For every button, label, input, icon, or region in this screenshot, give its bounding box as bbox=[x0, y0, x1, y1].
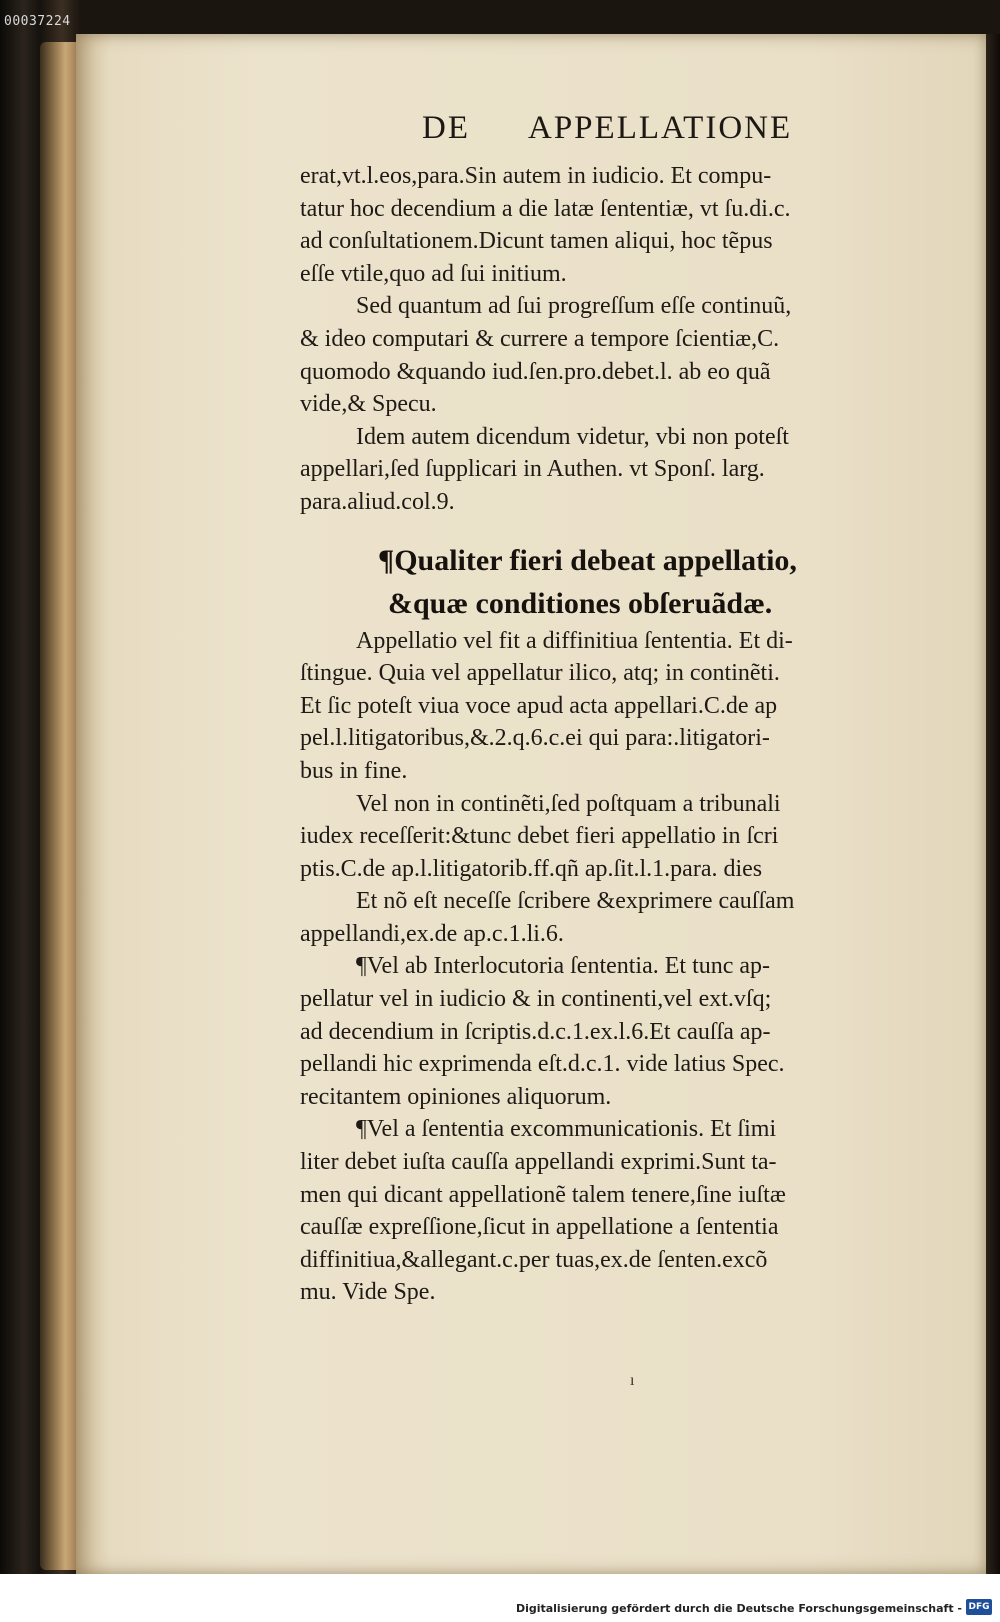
text-line: Appellatio vel fit a diffinitiua ſententia. Et di- bbox=[356, 627, 793, 654]
text-line: cauſſæ expreſſione,ſicut in appellatione a ſententia bbox=[300, 1214, 779, 1241]
text-line: bus in fine. bbox=[300, 757, 408, 784]
paragraph-3 bbox=[300, 421, 960, 519]
text-line: Et ſic poteſt viua voce apud acta appellari.C.de ap bbox=[300, 692, 778, 719]
heading-text: Qualiter fieri debeat appellatio, bbox=[394, 543, 797, 577]
text-line: ¶Vel a ſententia excommunicationis. Et ſimi bbox=[356, 1116, 777, 1143]
text-line: eſſe vtile,quo ad ſui initium. bbox=[300, 260, 567, 287]
text-line: mu. Vide Spe. bbox=[300, 1279, 436, 1306]
paragraph-8 bbox=[300, 1113, 960, 1309]
text-line: Sed quantum ad ſui progreſſum eſſe continuũ, bbox=[356, 293, 792, 320]
text-line: ſtingue. Quia vel appellatur ilico, atq; in continẽti. bbox=[300, 660, 780, 687]
folio-mark: ı bbox=[630, 1372, 635, 1389]
page-body bbox=[300, 160, 960, 1309]
section-heading bbox=[300, 539, 960, 625]
paragraph-7 bbox=[300, 950, 960, 1113]
heading-line-2: &quæ conditiones obſeruãdæ. bbox=[388, 586, 773, 620]
text-line: Vel non in continẽti,ſed poſtquam a tribunali bbox=[356, 790, 781, 817]
dfg-logo: DFG bbox=[966, 1599, 992, 1615]
text-line: appellandi,ex.de ap.c.1.li.6. bbox=[300, 920, 564, 947]
text-line: quomodo &quando iud.ſen.pro.debet.l. ab eo quã bbox=[300, 358, 771, 385]
paragraph-1 bbox=[300, 160, 960, 290]
text-line: appellari,ſed ſupplicari in Authen. vt Sponſ. larg. bbox=[300, 456, 765, 483]
running-head-word-2: APPELLATIONE bbox=[528, 110, 793, 146]
text-line: Idem autem dicendum videtur, vbi non poteſt bbox=[356, 423, 789, 450]
paragraph-5 bbox=[300, 788, 960, 886]
text-line: pellatur vel in iudicio & in continenti,vel ext.vſq; bbox=[300, 986, 772, 1013]
image-id-label: 00037224 bbox=[4, 14, 71, 29]
text-line: para.aliud.col.9. bbox=[300, 488, 455, 515]
text-line: Et nõ eſt neceſſe ſcribere &exprimere cauſſam bbox=[356, 888, 795, 915]
paragraph-4 bbox=[300, 625, 960, 788]
pilcrow-icon: ¶ bbox=[378, 543, 395, 577]
text-line: erat,vt.l.eos,para.Sin autem in iudicio. Et compu- bbox=[300, 163, 772, 189]
text-line: & ideo computari & currere a tempore ſcientiæ,C. bbox=[300, 325, 780, 352]
paragraph-2 bbox=[300, 290, 960, 420]
text-line: liter debet iuſta cauſſa appellandi exprimi.Sunt ta- bbox=[300, 1149, 777, 1176]
text-line: recitantem opiniones aliquorum. bbox=[300, 1083, 612, 1110]
text-line: ad decendium in ſcriptis.d.c.1.ex.l.6.Et cauſſa ap- bbox=[300, 1018, 771, 1045]
paragraph-6 bbox=[300, 885, 960, 950]
text-line: pellandi hic exprimenda eſt.d.c.1. vide latius Spec. bbox=[300, 1051, 785, 1078]
heading-line-1 bbox=[300, 539, 960, 582]
text-line: diffinitiua,&allegant.c.per tuas,ex.de ſenten.excõ bbox=[300, 1246, 768, 1273]
running-head-word-1: DE bbox=[422, 110, 470, 146]
text-line: iudex receſſerit:&tunc debet fieri appellatio in ſcri bbox=[300, 823, 779, 850]
page-right-shadow bbox=[986, 34, 1000, 1574]
text-line: pel.l.litigatoribus,&.2.q.6.c.ei qui para:.litigatori- bbox=[300, 725, 770, 752]
running-head bbox=[422, 110, 792, 147]
digitization-credit: Digitalisierung gefördert durch die Deutsche Forschungsgemeinschaft - bbox=[515, 1602, 962, 1615]
text-line: men qui dicant appellationẽ talem tenere,ſine iuſtæ bbox=[300, 1181, 786, 1208]
text-line: ptis.C.de ap.l.litigatorib.ff.qñ ap.ſit.l.1.para. dies bbox=[300, 855, 763, 882]
text-line: vide,& Specu. bbox=[300, 391, 437, 418]
text-line: tatur hoc decendium a die latæ ſententiæ, vt ſu.di.c. bbox=[300, 195, 791, 222]
text-line: ¶Vel ab Interlocutoria ſententia. Et tunc ap- bbox=[356, 953, 771, 980]
text-line: ad conſultationem.Dicunt tamen aliqui, hoc tẽpus bbox=[300, 228, 773, 255]
